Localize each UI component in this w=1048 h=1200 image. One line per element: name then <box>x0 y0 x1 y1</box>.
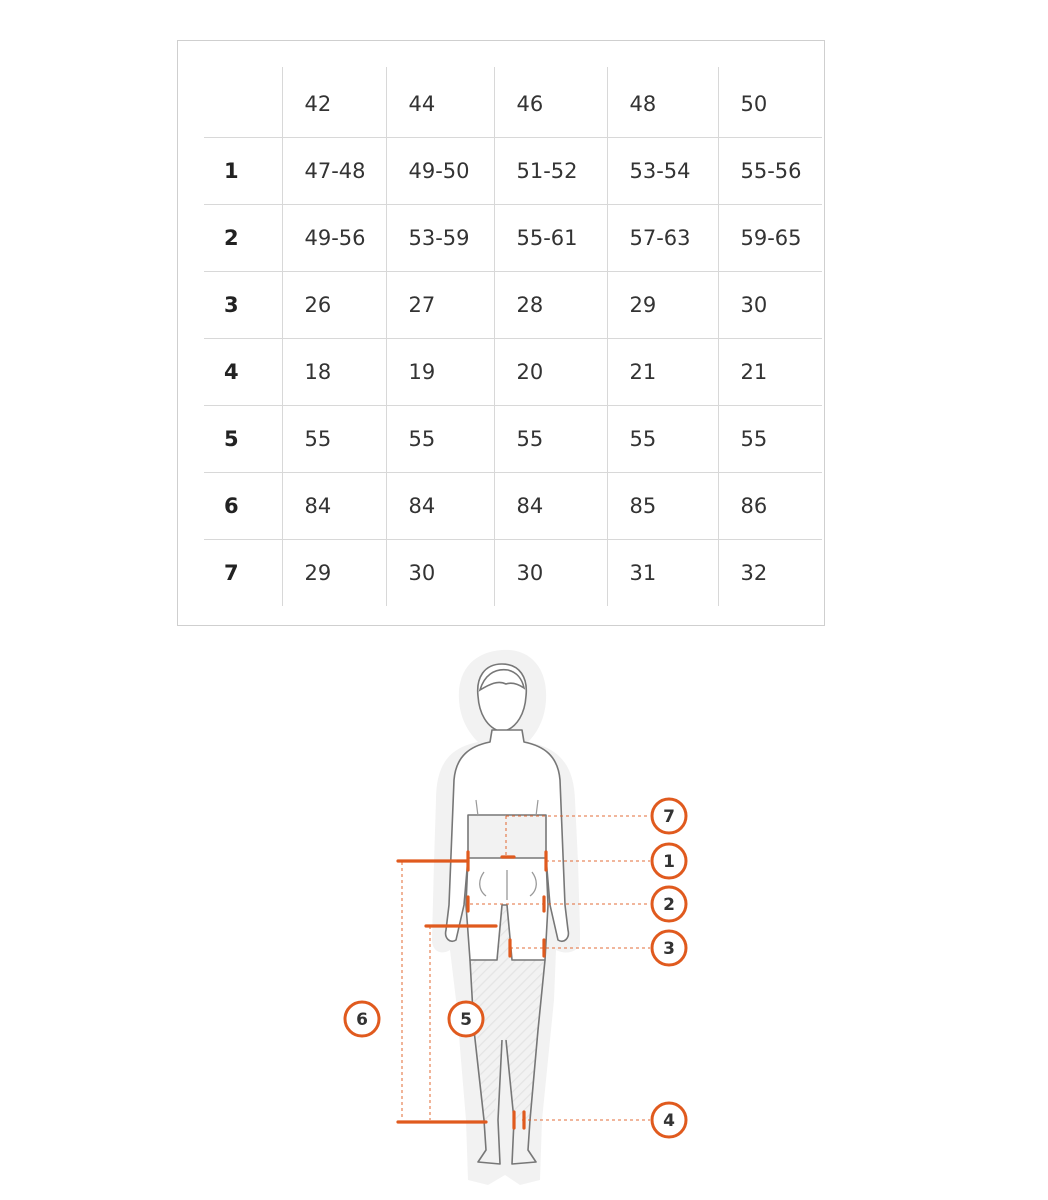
table-cell: 21 <box>718 338 822 405</box>
measurement-label: 4 <box>204 338 282 405</box>
callout-label: 1 <box>663 852 675 872</box>
table-cell: 55 <box>607 405 718 472</box>
table-cell: 21 <box>607 338 718 405</box>
table-cell: 86 <box>718 472 822 539</box>
callout-label: 6 <box>356 1010 368 1030</box>
measurement-label: 1 <box>204 137 282 204</box>
table-cell: 30 <box>718 271 822 338</box>
callout-2 <box>652 887 686 921</box>
table-cell: 30 <box>386 539 494 606</box>
table-cell: 53-59 <box>386 204 494 271</box>
callout-label: 4 <box>663 1111 675 1131</box>
size-header-cell: 46 <box>494 67 607 137</box>
table-cell: 55 <box>282 405 386 472</box>
table-cell: 20 <box>494 338 607 405</box>
table-cell: 28 <box>494 271 607 338</box>
size-header-cell: 44 <box>386 67 494 137</box>
table-cell: 84 <box>494 472 607 539</box>
table-cell: 49-56 <box>282 204 386 271</box>
callout-label: 2 <box>663 895 675 915</box>
measurement-label: 2 <box>204 204 282 271</box>
table-cell: 55 <box>386 405 494 472</box>
table-cell: 29 <box>282 539 386 606</box>
callout-label: 7 <box>663 807 675 827</box>
table-cell: 26 <box>282 271 386 338</box>
size-header-cell: 48 <box>607 67 718 137</box>
table-cell: 55 <box>718 405 822 472</box>
table-cell: 49-50 <box>386 137 494 204</box>
table-cell: 84 <box>386 472 494 539</box>
table-cell: 32 <box>740 560 768 585</box>
size-header-cell: 42 <box>282 67 386 137</box>
size-header-cell: 50 <box>718 67 822 137</box>
callout-5 <box>449 1002 483 1036</box>
table-cell: 31 <box>607 539 718 606</box>
table-cell: 55 <box>494 405 607 472</box>
table-cell: 85 <box>607 472 718 539</box>
measurement-label: 3 <box>204 271 282 338</box>
table-cell: 57-63 <box>607 204 718 271</box>
table-cell: 29 <box>607 271 718 338</box>
callout-label: 5 <box>460 1010 472 1030</box>
table-cell: 51-52 <box>494 137 607 204</box>
table-cell: 19 <box>386 338 494 405</box>
callout-7 <box>652 799 686 833</box>
callout-4 <box>652 1103 686 1137</box>
table-cell: 55-56 <box>718 137 822 204</box>
table-cell: 55-61 <box>494 204 607 271</box>
table-cell: 27 <box>386 271 494 338</box>
table-cell: 47-48 <box>282 137 386 204</box>
callout-6 <box>345 1002 379 1036</box>
callout-1 <box>652 844 686 878</box>
measurement-label: 6 <box>204 472 282 539</box>
table-cell: 30 <box>494 539 607 606</box>
measurement-label: 5 <box>204 405 282 472</box>
table-cell: 53-54 <box>607 137 718 204</box>
human-figure-outline-icon <box>432 650 580 1185</box>
callout-label: 3 <box>663 939 675 959</box>
table-cell: 84 <box>282 472 386 539</box>
measurement-label: 7 <box>204 539 282 606</box>
table-cell: 59-65 <box>718 204 822 271</box>
callout-3 <box>652 931 686 965</box>
table-cell: 18 <box>282 338 386 405</box>
